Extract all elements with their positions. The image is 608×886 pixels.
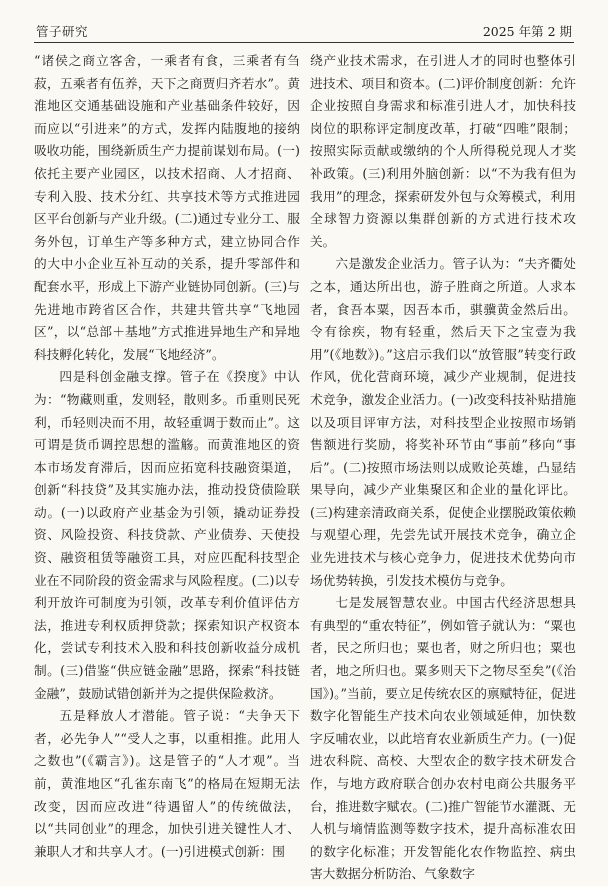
running-header xyxy=(34,22,574,43)
left-column xyxy=(34,50,300,863)
paragraph-agriculture: 七是发展智慧农业。中国古代经济思想具有典型的“重农特征”，例如管子就认为：“粟也者，民之所归也；粟也者，财之所归也；粟也者，地之所归也。粟多则天下之物尽至矣”(《治国》)。”当前，要立足传统农区的禀赋特征，促进数字化智能生产技术向农业领域延伸，加快数字反哺农业，以此培育农业新质生产力。(一)促进农科院、高校、大型农企的数字技术研发合作，与地方政府联合创办农村电商公共服务平台，推进数字赋农。(二)推广智能节水灌溉、无人机与墒情监测等数字技术，提升高标准农田的数字化标准；开发智能化农作物监控、病虫害大数据分析防治、气象数字 xyxy=(310,595,576,882)
paragraph-talent: 五是释放人才潜能。管子说：“夫争天下者，必先争人”“受人之事，以重相推。此用人之数也”(《霸言》)。这是管子的“人才观”。当前，黄淮地区“孔雀东南飞”的格局在短期无法改变，因而应改进“待遇留人”的传统做法，以“共同创业”的理念，加快引进关键性人才、兼职人才和共享人才。(一)引进模式创新：围 xyxy=(34,708,300,859)
issue-number: 2025 年第 2 期 xyxy=(482,24,572,39)
paragraph-enterprise: 六是激发企业活力。管子认为：“夫齐衢处之本，通达所出也，游子胜商之所道。人求本者，食吾本粟，因吾本币，骐骥黄金然后出。令有徐疾，物有轻重，然后天下之宝壹为我用”(《地数》)。”这启示我们以“放管服”转变行政作风，优化营商环境，减少产业规制，促进技术竞争，激发企业活力。(一)改变科技补贴措施以及项目评审方法，对科技型企业按照市场销售额进行奖励，将奖补环节由“事前”移向“事后”。(二)按照市场法则以成败论英雄，凸显结果导向，减少产业集聚区和企业的量化评比。(三)构建亲清政商关系，促使企业摆脱政策依赖与观望心理，先尝先试开展技术竞争，确立企业先进技术与核心竞争力，促进技术优势向市场优势转换，引发技术模仿与竞争。 xyxy=(310,256,576,588)
paragraph-finance: 四是科创金融支撑。管子在《揆度》中认为：“物藏则重，发则轻，散则多。币重则民死利，币轻则决而不用，故轻重调于数而止”。这可谓是货币调控思想的滥觞。而黄淮地区的资本市场发育滞后，因而应拓宽科技融资渠道，创新“科技贷”及其实施办法，推动投贷债险联动。(一)以政府产业基金为引领，撬动证券投资、风险投资、科技贷款、产业债券、天使投资、融资租赁等融资工具，对应匹配科技型企业在不同阶段的资金需求与风险程度。(二)以专利开放许可制度为引领，改革专利价值评估方法，推进专利权质押贷款；探索知识产权资本化，尝试专利技术入股和科技创新收益分成机制。(三)借鉴“供应链金融”思路，探索“科技链金融”，鼓励试错创新并为之提供保险救济。 xyxy=(34,369,300,701)
paragraph-talent-continued: 绕产业技术需求，在引进人才的同时也整体引进技术、项目和资本。(二)评价制度创新：允许企业按照自身需求和标准引进人才，加快科技岗位的职称评定制度改革，打破“四唯”限制；按照实际贡献或缴纳的个人所得税兑现人才奖补政策。(三)利用外脑创新：以“不为我有但为我用”的理念，探索研发外包与众筹模式，利用全球智力资源以集群创新的方式进行技术攻关。 xyxy=(310,53,576,249)
right-column xyxy=(310,50,576,886)
paragraph-continued: “诸侯之商立客舍，一乘者有食，三乘者有刍菽，五乘者有伍养，天下之商贾归齐若水”。黄淮地区交通基础设施和产业基础条件较好，因而应以“引进来”的方式，发挥内陆腹地的接纳吸收功能，围绕新质生产力提前谋划布局。(一)依托主要产业园区，以技术招商、人才招商、专利入股、技术分红、共享技术等方式推进园区平台创新与产业升级。(二)通过专业分工、服务外包，订单生产等多种方式，建立协同合作的大中小企业互补互动的关系，提升零部件和配套水平，形成上下游产业链协同创新。(三)与先进地市跨省区合作，共建共管共享“飞地园区”，以“总部＋基地”方式推进异地生产和异地科技孵化转化，发展“飞地经济”。 xyxy=(34,53,300,362)
journal-title: 管子研究 xyxy=(36,24,89,39)
